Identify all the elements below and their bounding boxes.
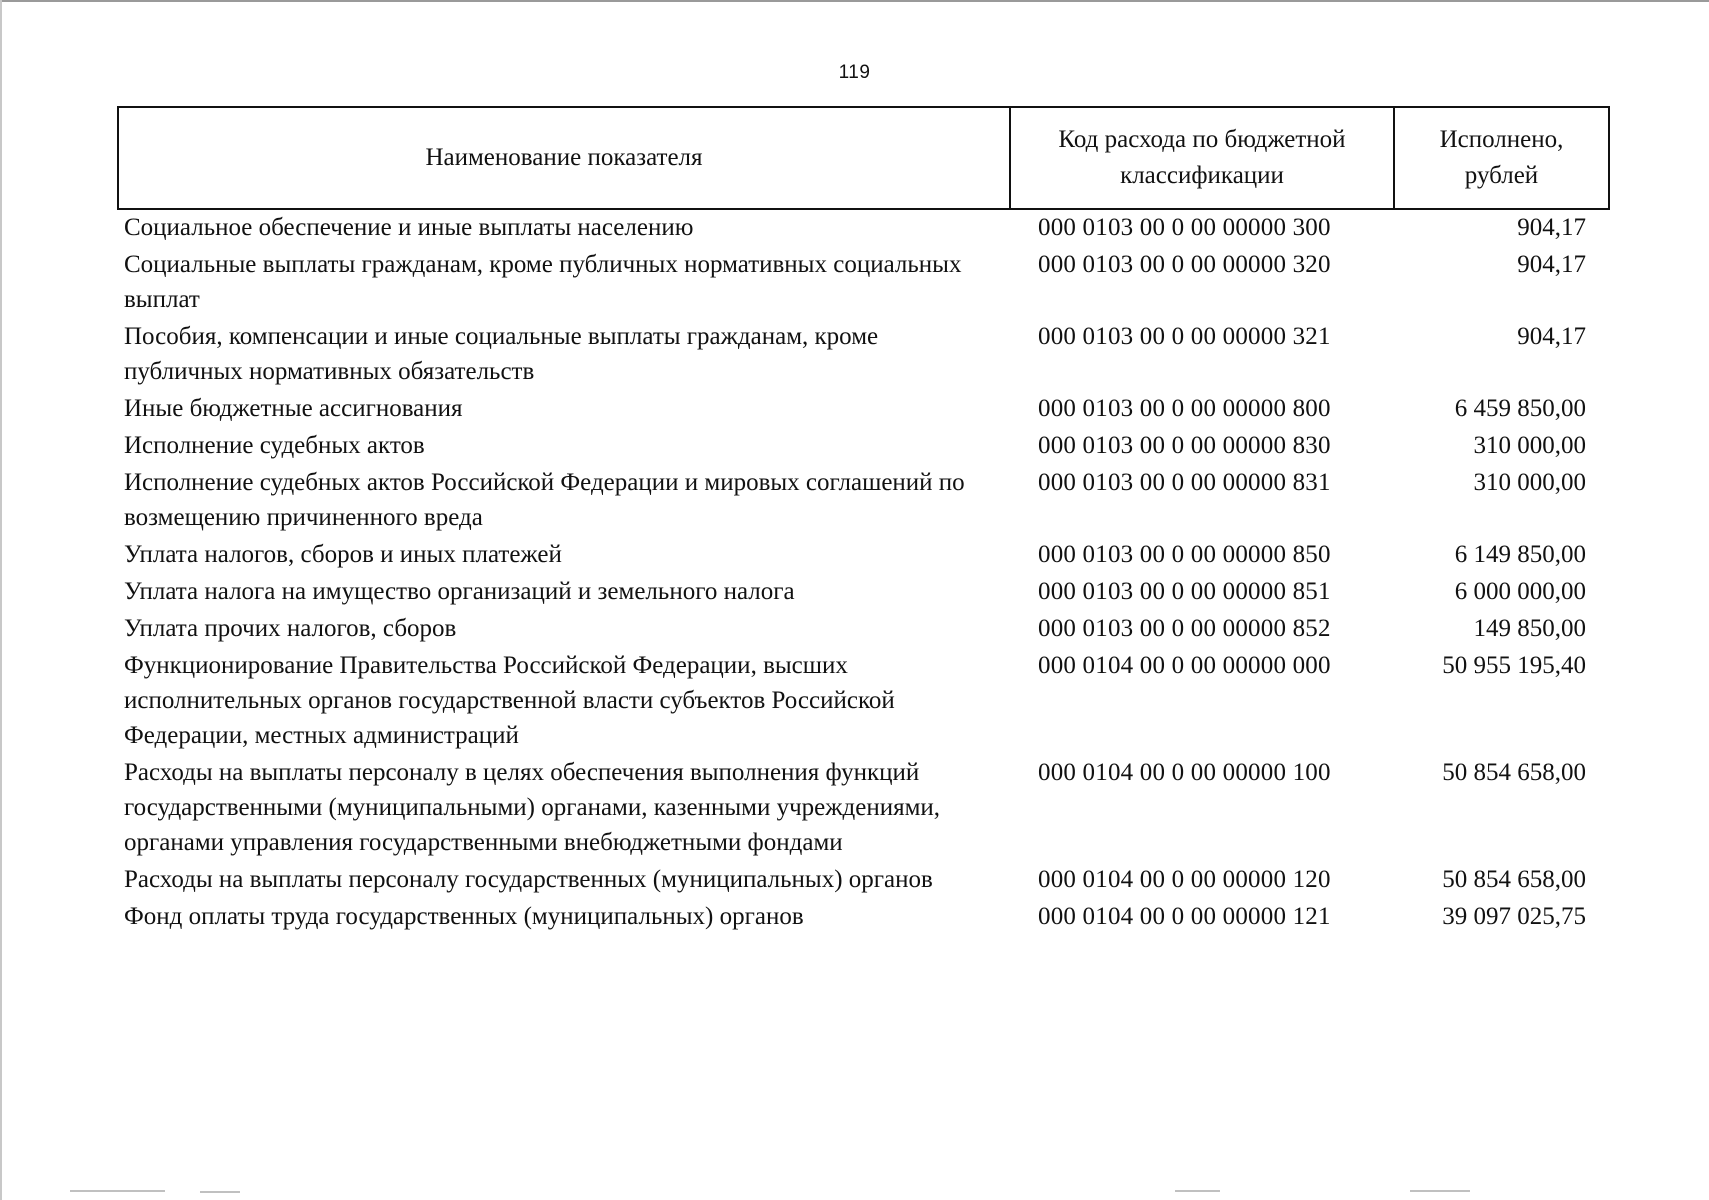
- indicator-name: Расходы на выплаты персоналу государственных (муниципальных) органов: [124, 866, 933, 893]
- table-row: [118, 428, 1609, 465]
- executed-amount: 904,17: [1517, 214, 1586, 241]
- page-number: 119: [838, 62, 871, 83]
- executed-amount: 149 850,00: [1473, 615, 1586, 642]
- indicator-name: Уплата налогов, сборов и иных платежей: [124, 541, 562, 568]
- expense-code: 000 0103 00 0 00 00000 830: [1038, 432, 1331, 459]
- table-row: [118, 537, 1609, 574]
- expense-code: 000 0104 00 0 00 00000 121: [1038, 903, 1331, 930]
- expense-code: 000 0103 00 0 00 00000 300: [1038, 214, 1331, 241]
- scan-border-left: [0, 0, 2, 1200]
- table-row: [118, 465, 1609, 537]
- table-row: [118, 755, 1609, 862]
- expense-code: 000 0103 00 0 00 00000 321: [1038, 323, 1331, 350]
- indicator-name: Иные бюджетные ассигнования: [124, 395, 463, 422]
- table-row: [118, 391, 1609, 428]
- indicator-name: Социальное обеспечение и иные выплаты населению: [124, 214, 694, 241]
- table-header: [118, 107, 1609, 209]
- indicator-name: Фонд оплаты труда государственных (муниципальных) органов: [124, 903, 804, 930]
- table-row: [118, 574, 1609, 611]
- scan-speck: [1175, 1190, 1220, 1192]
- executed-amount: 39 097 025,75: [1442, 903, 1586, 930]
- scan-speck: [70, 1190, 165, 1192]
- indicator-name: Уплата прочих налогов, сборов: [124, 615, 457, 642]
- table-row: [118, 862, 1609, 899]
- expense-code: 000 0103 00 0 00 00000 320: [1038, 251, 1331, 278]
- indicator-name: Социальные выплаты гражданам, кроме публичных нормативных социальных выплат: [124, 251, 962, 313]
- executed-amount: 310 000,00: [1473, 469, 1586, 496]
- table-row: [118, 247, 1609, 319]
- expense-code: 000 0103 00 0 00 00000 800: [1038, 395, 1331, 422]
- indicator-name: Расходы на выплаты персоналу в целях обеспечения выполнения функций государственными (муниципальными) органами, казенными учреждениями, органами управления государственными внебюджетными фондами: [124, 759, 941, 856]
- executed-amount: 6 000 000,00: [1454, 578, 1586, 605]
- expense-code: 000 0103 00 0 00 00000 851: [1038, 578, 1331, 605]
- scan-noise: [0, 1180, 1709, 1200]
- expense-code: 000 0103 00 0 00 00000 850: [1038, 541, 1331, 568]
- executed-amount: 6 459 850,00: [1454, 395, 1586, 422]
- indicator-name: Пособия, компенсации и иные социальные выплаты гражданам, кроме публичных нормативных обязательств: [124, 323, 879, 385]
- table-row: [118, 319, 1609, 391]
- table-row: [118, 648, 1609, 755]
- executed-amount: 6 149 850,00: [1454, 541, 1586, 568]
- indicator-name: Исполнение судебных актов Российской Федерации и мировых соглашений по возмещению причиненного вреда: [124, 469, 965, 531]
- table-body: [118, 209, 1609, 936]
- executed-amount: 310 000,00: [1473, 432, 1586, 459]
- scan-speck: [200, 1191, 240, 1193]
- expense-code: 000 0103 00 0 00 00000 852: [1038, 615, 1331, 642]
- expense-code: 000 0104 00 0 00 00000 100: [1038, 759, 1331, 786]
- budget-execution-table: [117, 106, 1610, 936]
- executed-amount: 50 854 658,00: [1442, 866, 1586, 893]
- indicator-name: Исполнение судебных актов: [124, 432, 425, 459]
- table-header-row: [118, 107, 1609, 209]
- table-row: [118, 899, 1609, 936]
- executed-amount: 904,17: [1517, 251, 1586, 278]
- expense-code: 000 0104 00 0 00 00000 120: [1038, 866, 1331, 893]
- header-expense-code: Код расхода по бюджетной классификации: [1010, 107, 1394, 209]
- scan-border-top: [0, 0, 1709, 2]
- executed-amount: 50 854 658,00: [1442, 759, 1586, 786]
- executed-amount: 50 955 195,40: [1442, 652, 1586, 679]
- expense-code: 000 0104 00 0 00 00000 000: [1038, 652, 1331, 679]
- scan-speck: [1410, 1190, 1470, 1192]
- expense-code: 000 0103 00 0 00 00000 831: [1038, 469, 1331, 496]
- header-executed-amount: Исполнено, рублей: [1394, 107, 1609, 209]
- indicator-name: Функционирование Правительства Российской Федерации, высших исполнительных органов государственной власти субъектов Российской Федерации, местных администраций: [124, 652, 895, 749]
- indicator-name: Уплата налога на имущество организаций и земельного налога: [124, 578, 795, 605]
- header-indicator-name: Наименование показателя: [118, 107, 1010, 209]
- table-row: [118, 209, 1609, 247]
- executed-amount: 904,17: [1517, 323, 1586, 350]
- table-row: [118, 611, 1609, 648]
